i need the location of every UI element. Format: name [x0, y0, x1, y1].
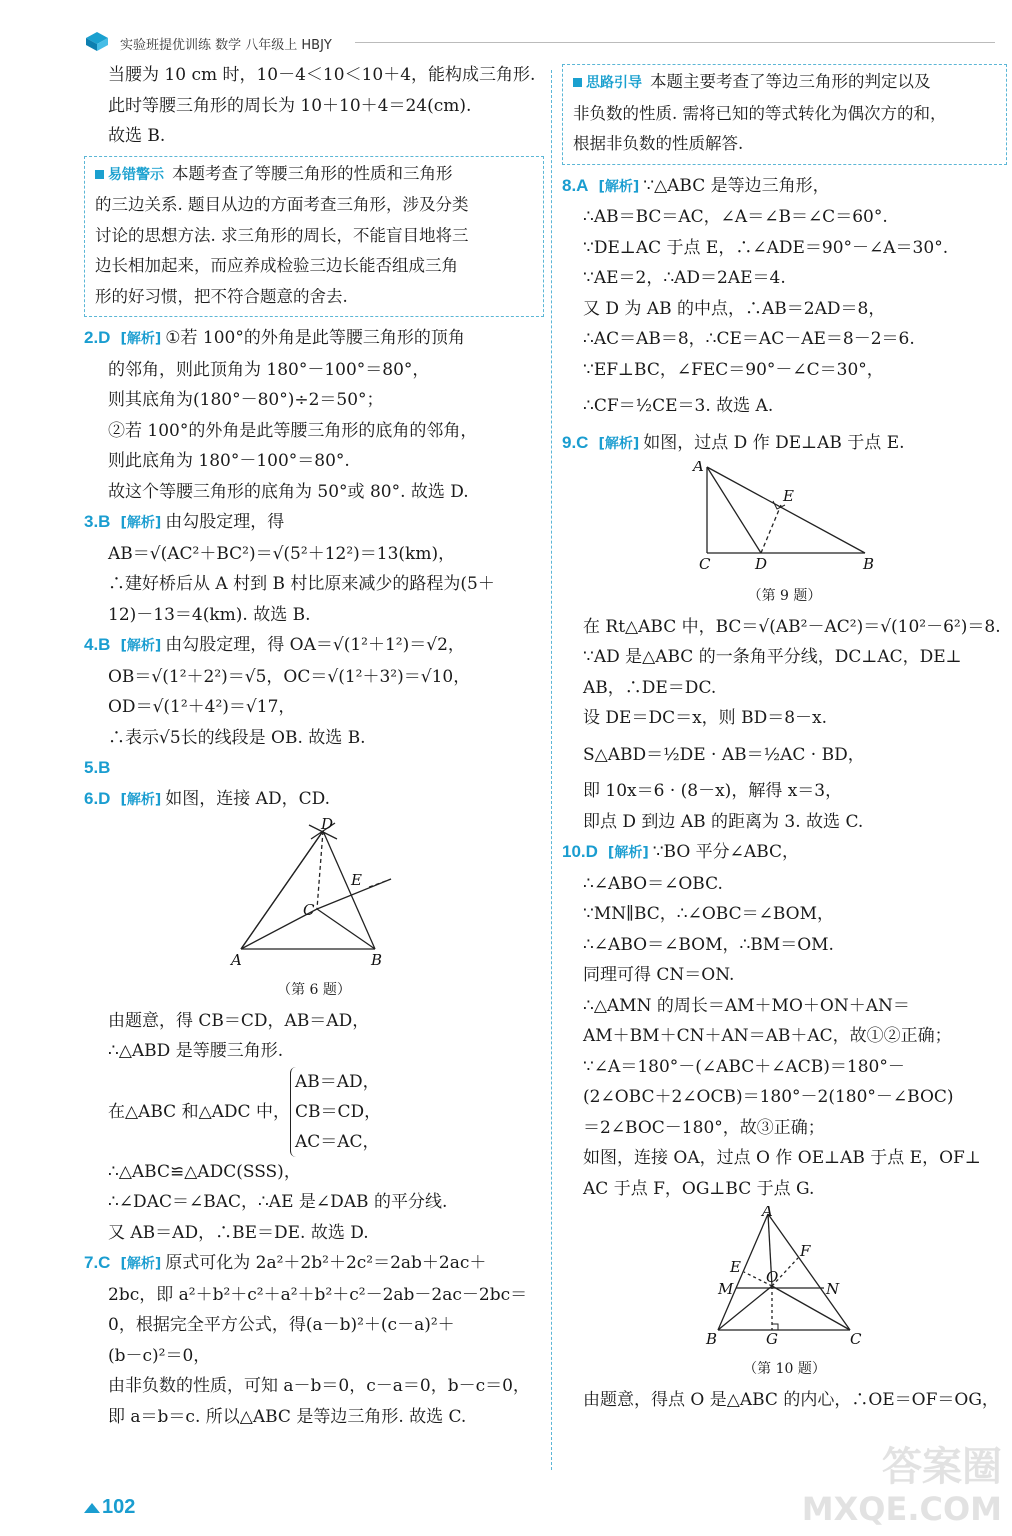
q10-line: ∴∠ABO＝∠OBC.	[583, 873, 723, 894]
intro-line: 此时等腰三角形的周长为 10＋10＋4＝24(cm).	[108, 95, 472, 116]
q9-line: AB，∴DE＝DC.	[583, 677, 717, 698]
intro-line: 故选 B.	[108, 126, 166, 146]
q6-line: 6.D [解析] 如图，连接 AD，CD.	[84, 784, 544, 816]
q10-line: 由题意，得点 O 是△ABC 的内心，∴OE＝OF＝OG，	[583, 1389, 999, 1410]
q8-line: ∵AE＝2，∴AD＝2AE＝4.	[583, 268, 786, 288]
right-column	[562, 60, 1007, 1415]
hint-line: 本题主要考查了等边三角形的判定以及	[650, 72, 931, 91]
label-b: B	[862, 555, 874, 573]
label-e: E	[351, 871, 362, 889]
figure-caption: （第 9 题）	[747, 587, 822, 604]
q7-line: 2bc，即 a²＋b²＋c²＋a²＋b²＋c²－2ab－2ac－2bc＝	[108, 1284, 528, 1305]
label-c: C	[698, 555, 710, 573]
warning-line: 边长相加起来，而应养成检验三边长能否组成三角	[95, 256, 458, 275]
q10-line: ＝2∠BOC－180°，故③正确；	[583, 1117, 825, 1138]
label-n: N	[825, 1280, 839, 1298]
q4-line: OD＝√(1²＋4²)＝√17，	[108, 697, 296, 717]
warning-line: 形的好习惯，把不符合题意的舍去.	[95, 286, 348, 306]
q10-number: 10.D	[562, 842, 598, 861]
analysis-tag: [解析]	[598, 435, 640, 452]
page-number: 102	[84, 1496, 135, 1519]
q2-line: 的邻角，则此顶角为 180°－100°＝80°，	[108, 359, 430, 380]
watermark: 答案圈 MXQE.COM	[801, 1444, 1002, 1528]
label-e: E	[782, 487, 794, 505]
q10-line: 如图，连接 OA，过点 O 作 OE⊥AB 于点 E，OF⊥	[583, 1148, 981, 1168]
square-bullet-icon	[95, 170, 104, 179]
q9-line: 9.C [解析] 如图，过点 D 作 DE⊥AB 于点 E.	[562, 428, 1007, 460]
q10-line: (2∠OBC＋2∠OCB)＝180°－2(180°－∠BOC)	[583, 1087, 954, 1107]
q3-number: 3.B	[84, 512, 111, 531]
q10-line: ∵∠A＝180°－(∠ABC＋∠ACB)＝180°－	[583, 1056, 905, 1077]
hint-label: 思路引导	[573, 68, 642, 99]
warning-line: 本题考查了等腰三角形的性质和三角形	[172, 163, 453, 183]
q6-line: 又 AB＝AD，∴BE＝DE. 故选 D.	[108, 1222, 369, 1243]
header-title: 实验班提优训练 数学 八年级上 HBJY	[120, 38, 332, 53]
q9-line: 设 DE＝DC＝x，则 BD＝8－x.	[583, 708, 828, 728]
q10-line: 10.D [解析] ∵BO 平分∠ABC，	[562, 837, 1007, 869]
q9-line: 即 10x＝6 · (8－x)，解得 x＝3，	[583, 781, 843, 801]
q3-line: AB＝√(AC²＋BC²)＝√(5²＋12²)＝13(km)，	[108, 543, 456, 564]
q4-line: 4.B [解析] 由勾股定理，得 OA＝√(1²＋1²)＝√2，	[84, 630, 544, 662]
q8-line: ∴AC＝AB＝8，∴CE＝AC－AE＝8－2＝6.	[583, 329, 915, 349]
label-c: C	[303, 901, 315, 919]
column-divider	[551, 70, 552, 1470]
q2-line: 2.D [解析] ①若 100°的外角是此等腰三角形的顶角	[84, 323, 544, 355]
q7-line: 7.C [解析] 原式可化为 2a²＋2b²＋2c²＝2ab＋2ac＋	[84, 1248, 544, 1280]
q7-line: (b－c)²＝0，	[108, 1345, 211, 1366]
hint-line: 非负数的性质. 需将已知的等式转化为偶次方的和，	[573, 103, 947, 123]
q4-line: OB＝√(1²＋2²)＝√5，OC＝√(1²＋3²)＝√10，	[108, 666, 471, 687]
q2-line: ②若 100°的外角是此等腰三角形的底角的邻角，	[108, 420, 478, 441]
hint-box	[562, 64, 1007, 165]
q9-line: ∵AD 是△ABC 的一条角平分线，DC⊥AC，DE⊥	[583, 647, 962, 667]
q8-line: ∵EF⊥BC，∠FEC＝90°－∠C＝30°，	[583, 359, 884, 380]
label-a: A	[692, 461, 704, 475]
triangle-figure-q9	[685, 461, 885, 573]
q3-line: 3.B [解析] 由勾股定理，得	[84, 507, 544, 539]
q6-system: 在△ABC 和△ADC 中， AB＝AD， CB＝CD， AC＝AC，	[84, 1067, 544, 1157]
label-g: G	[765, 1330, 778, 1346]
label-c: C	[849, 1330, 861, 1346]
triangle-figure-q6	[229, 817, 399, 967]
figure-q6	[84, 817, 544, 978]
page-header	[0, 0, 1012, 52]
q10-line: ∴∠ABO＝∠BOM，∴BM＝OM.	[583, 934, 834, 955]
label-f: F	[799, 1242, 810, 1260]
q7-line: 即 a＝b＝c. 所以△ABC 是等边三角形. 故选 C.	[108, 1406, 467, 1427]
hint-line: 根据非负数的性质解答.	[573, 134, 744, 153]
arrow-up-icon	[84, 1503, 100, 1513]
label-b: B	[371, 951, 383, 967]
q7-line: 由非负数的性质，可知 a－b＝0，c－a＝0，b－c＝0，	[108, 1376, 530, 1396]
analysis-tag: [解析]	[120, 1256, 162, 1272]
analysis-tag: [解析]	[607, 845, 649, 861]
q2-line: 则其底角为(180°－80°)÷2＝50°；	[108, 390, 384, 410]
label-a: A	[231, 951, 242, 967]
left-column	[84, 60, 544, 1432]
analysis-tag: [解析]	[120, 515, 162, 531]
label-d: D	[321, 817, 334, 833]
analysis-tag: [解析]	[120, 791, 162, 808]
label-b: B	[705, 1330, 717, 1346]
analysis-tag: [解析]	[120, 638, 162, 654]
q3-line: 12)－13＝4(km). 故选 B.	[108, 604, 311, 625]
figure-q9	[562, 461, 1007, 584]
q9-line: S△ABD＝½DE · AB＝½AC · BD，	[583, 744, 865, 765]
q2-line: 故这个等腰三角形的底角为 50°或 80°. 故选 D.	[108, 481, 469, 502]
q9-line: 在 Rt△ABC 中，BC＝√(AB²－AC²)＝√(10²－6²)＝8.	[583, 616, 1001, 637]
figure-caption: （第 6 题）	[277, 981, 351, 998]
q2-number: 2.D	[84, 328, 111, 347]
label-m: M	[717, 1280, 733, 1298]
q5-number: 5.B	[84, 758, 111, 777]
triangle-figure-q10	[700, 1206, 870, 1346]
q8-number: 8.A	[562, 175, 589, 195]
q9-line: 即点 D 到边 AB 的距离为 3. 故选 C.	[583, 811, 864, 832]
q3-line: ∴建好桥后从 A 村到 B 村比原来减少的路程为(5＋	[108, 574, 495, 594]
q10-line: ∴△AMN 的周长＝AM＋MO＋ON＋AN＝	[583, 995, 910, 1016]
equation-system: AB＝AD， CB＝CD， AC＝AC，	[290, 1067, 381, 1157]
label-d: D	[754, 555, 767, 573]
warning-box	[84, 156, 544, 318]
label-a: A	[761, 1206, 773, 1220]
q7-line: 0，根据完全平方公式，得(a－b)²＋(c－a)²＋	[108, 1315, 455, 1335]
q8-line: ∴AB＝BC＝AC，∠A＝∠B＝∠C＝60°.	[583, 207, 888, 227]
q8-line: ∴CF＝½CE＝3. 故选 A.	[583, 396, 774, 416]
warning-line: 讨论的思想方法. 求三角形的周长，不能盲目地将三	[95, 225, 469, 245]
q6-line: ∴△ABC≌△ADC(SSS)，	[108, 1161, 301, 1182]
q10-line: AC 于点 F，OG⊥BC 于点 G.	[583, 1178, 815, 1199]
warning-line: 的三边关系. 题目从边的方面考查三角形，涉及分类	[95, 195, 469, 214]
q10-line: ∵MN∥BC，∴∠OBC＝∠BOM，	[583, 904, 834, 924]
figure-caption: （第 10 题）	[743, 1360, 826, 1377]
q4-number: 4.B	[84, 635, 111, 654]
q8-line: 又 D 为 AB 的中点，∴AB＝2AD＝8，	[583, 298, 886, 319]
q6-line: ∴∠DAC＝∠BAC，∴AE 是∠DAB 的平分线.	[108, 1192, 448, 1212]
q4-line: ∴表示√5长的线段是 OB. 故选 B.	[108, 727, 366, 748]
intro-line: 当腰为 10 cm 时，10－4＜10＜10＋4，能构成三角形.	[108, 65, 536, 85]
analysis-tag: [解析]	[120, 331, 162, 347]
q7-number: 7.C	[84, 1253, 111, 1272]
book-logo-icon	[84, 30, 110, 52]
q10-line: AM＋BM＋CN＋AN＝AB＋AC，故①②正确；	[583, 1026, 952, 1046]
q8-line: 8.A [解析] ∵△ABC 是等边三角形，	[562, 171, 1007, 203]
q2-line: 则此底角为 180°－100°＝80°.	[108, 451, 350, 471]
q9-number: 9.C	[562, 432, 589, 452]
q10-line: 同理可得 CN＝ON.	[583, 965, 735, 985]
q6-line: 由题意，得 CB＝CD，AB＝AD，	[108, 1010, 370, 1031]
square-bullet-icon	[573, 78, 582, 87]
figure-q10	[562, 1206, 1007, 1357]
q6-number: 6.D	[84, 788, 111, 808]
label-o: O	[765, 1268, 778, 1286]
analysis-tag: [解析]	[598, 178, 640, 195]
q8-line: ∵DE⊥AC 于点 E，∴∠ADE＝90°－∠A＝30°.	[583, 237, 949, 258]
q6-line: ∴△ABD 是等腰三角形.	[108, 1041, 284, 1061]
label-e: E	[729, 1258, 741, 1276]
header-rule	[355, 42, 995, 43]
warning-label: 易错警示	[95, 160, 164, 191]
